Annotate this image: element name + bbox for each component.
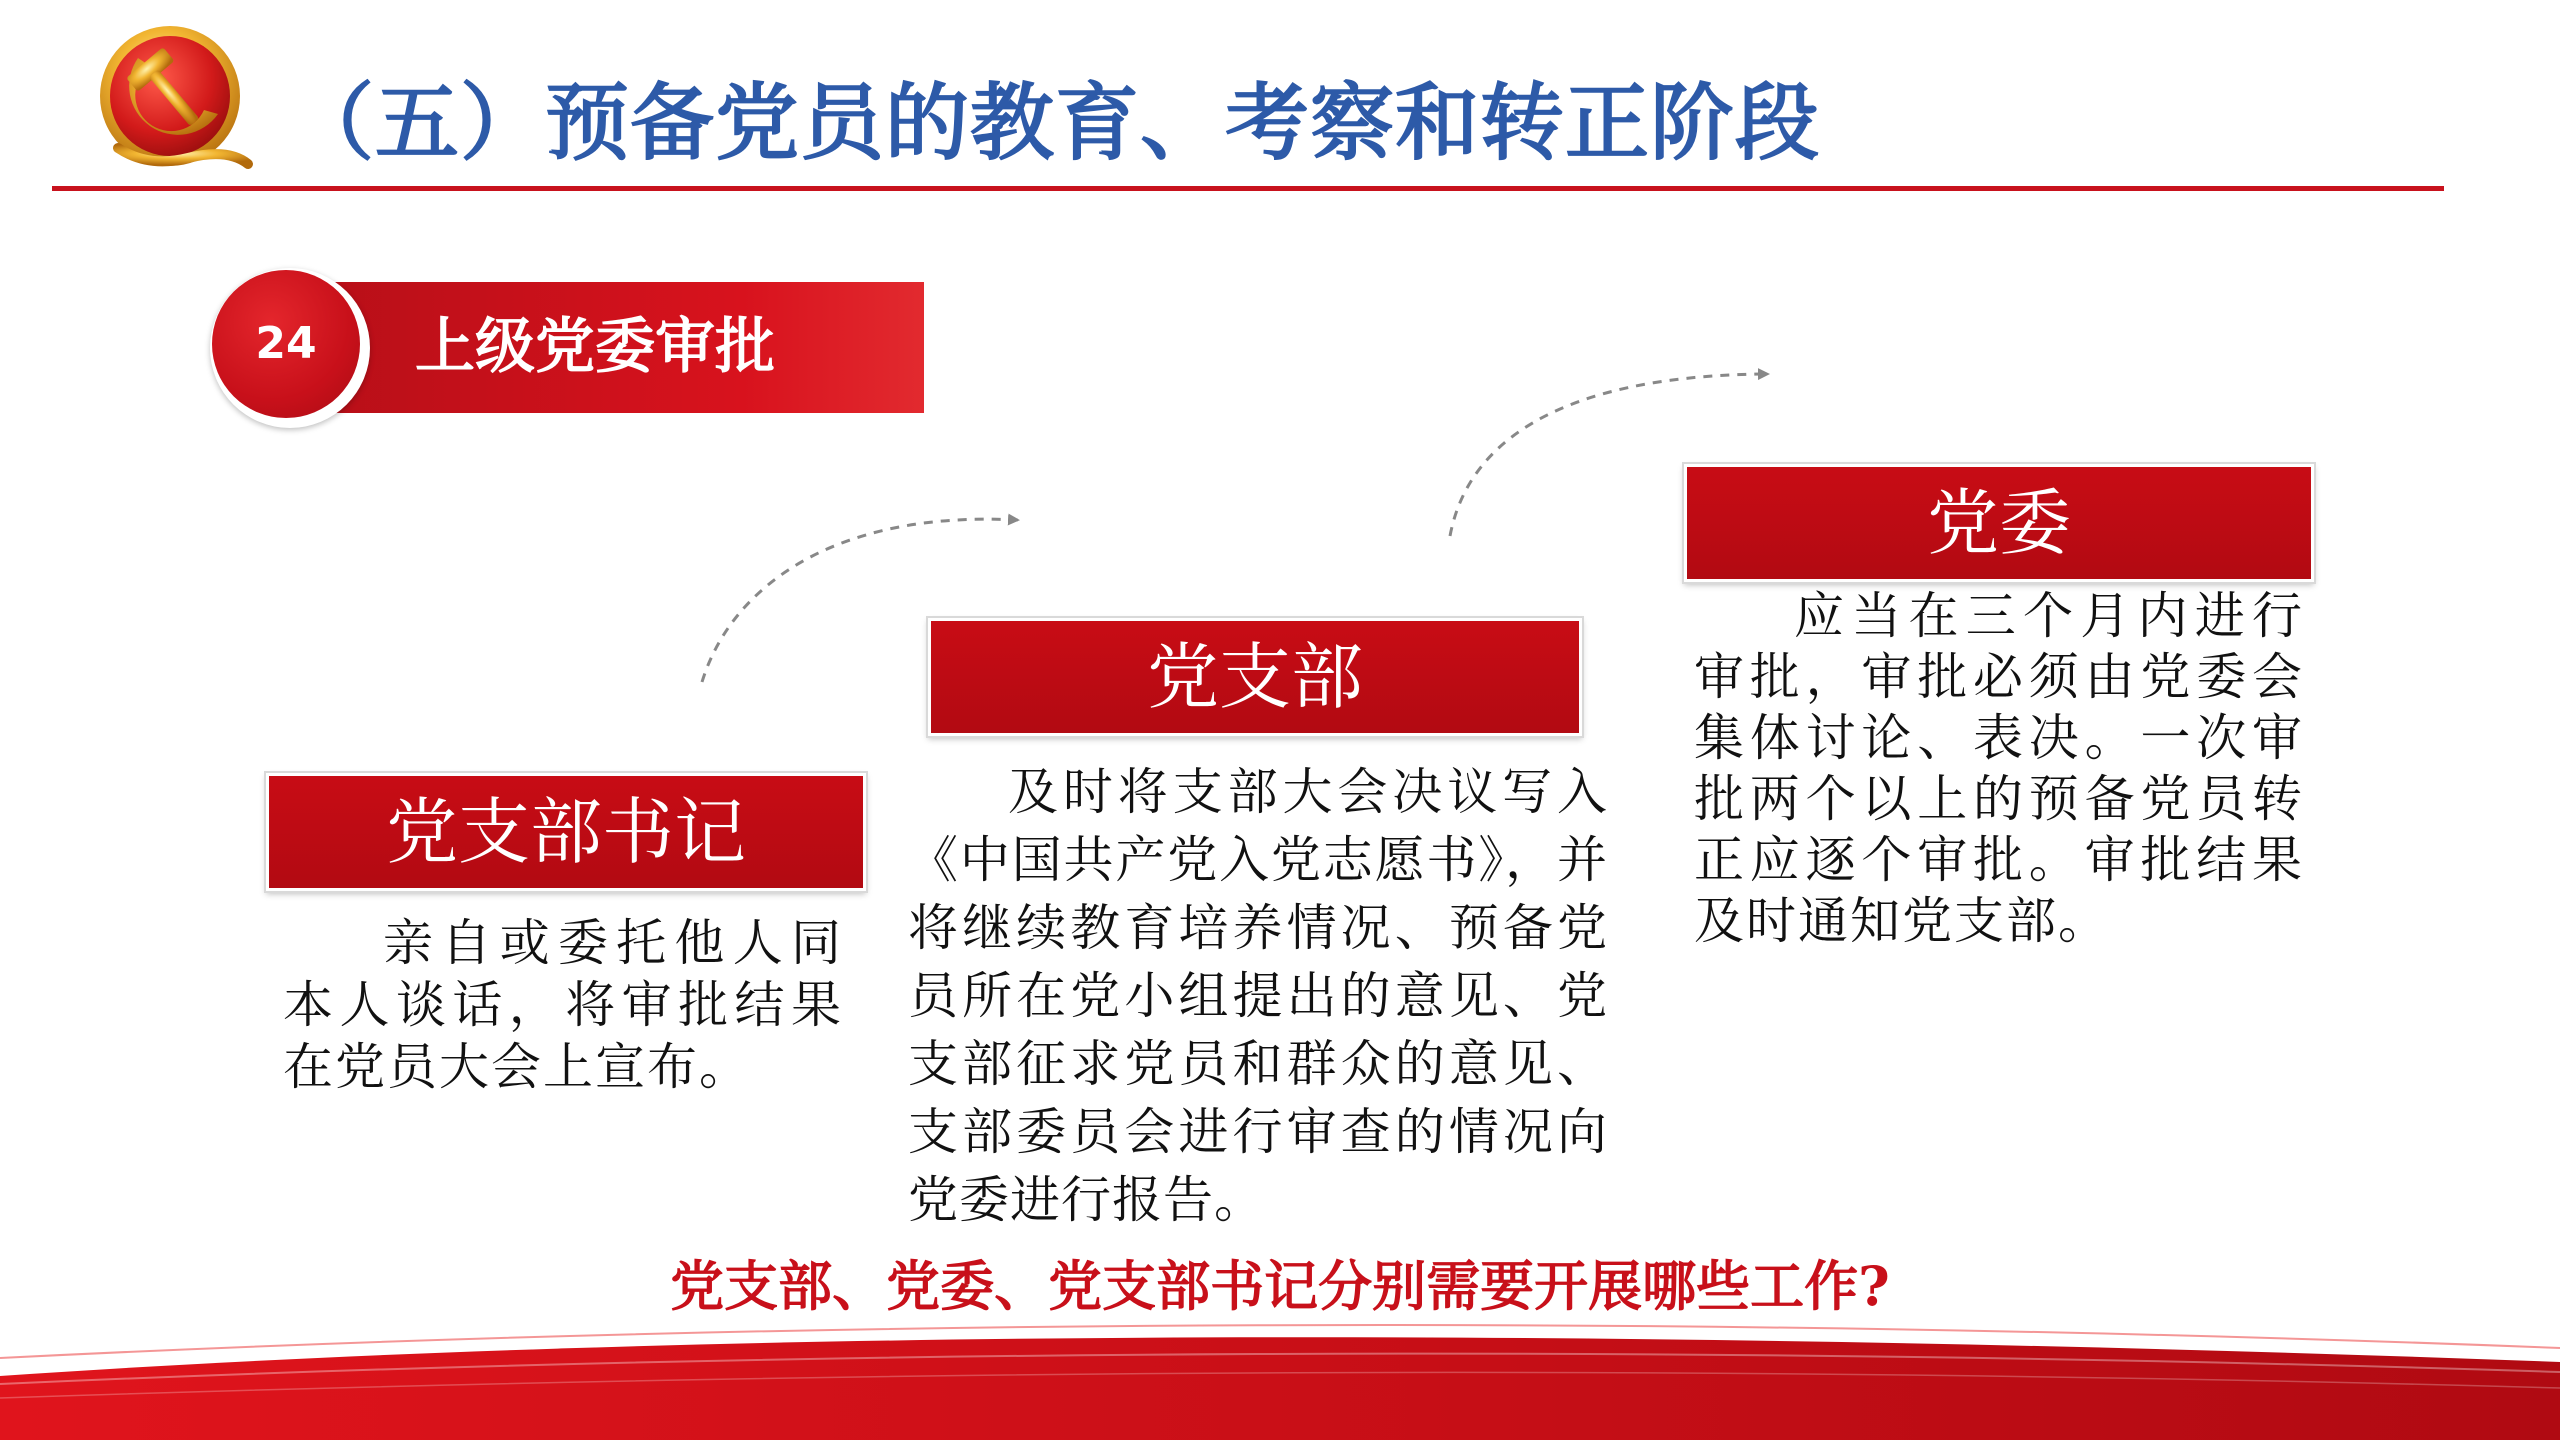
header-divider [52,186,2444,191]
card-committee-text: 应当在三个月内进行审批，审批必须由党委会集体讨论、表决。一次审批两个以上的预备党员转正应逐个审批。审批结果及时通知党支部。 [1694,587,2304,950]
footer-red-wave [0,1318,2560,1440]
discussion-question: 党支部、党委、党支部书记分别需要开展哪些工作? [670,1254,1890,1318]
card-branch-text: 及时将支部大会决议写入《中国共产党入党志愿书》，并将继续教育培养情况、预备党员所在党小组提出的意见、党支部征求党员和群众的意见、支部委员会进行审查的情况向党委进行报告。 [908,763,1608,1229]
card-secretary-text: 亲自或委托他人同本人谈话，将审批结果在党员大会上宣布。 [283,914,843,1096]
step-label: 上级党委审批 [415,312,775,382]
card-committee-title: 党委 [1684,464,2314,582]
card-secretary-title: 党支部书记 [266,773,866,891]
hammer-and-sickle-emblem-icon [78,18,258,183]
card-branch-title: 党支部 [928,618,1582,736]
step-number-badge: 24 [212,270,360,418]
page-title: （五）预备党员的教育、考察和转正阶段 [290,74,1821,172]
